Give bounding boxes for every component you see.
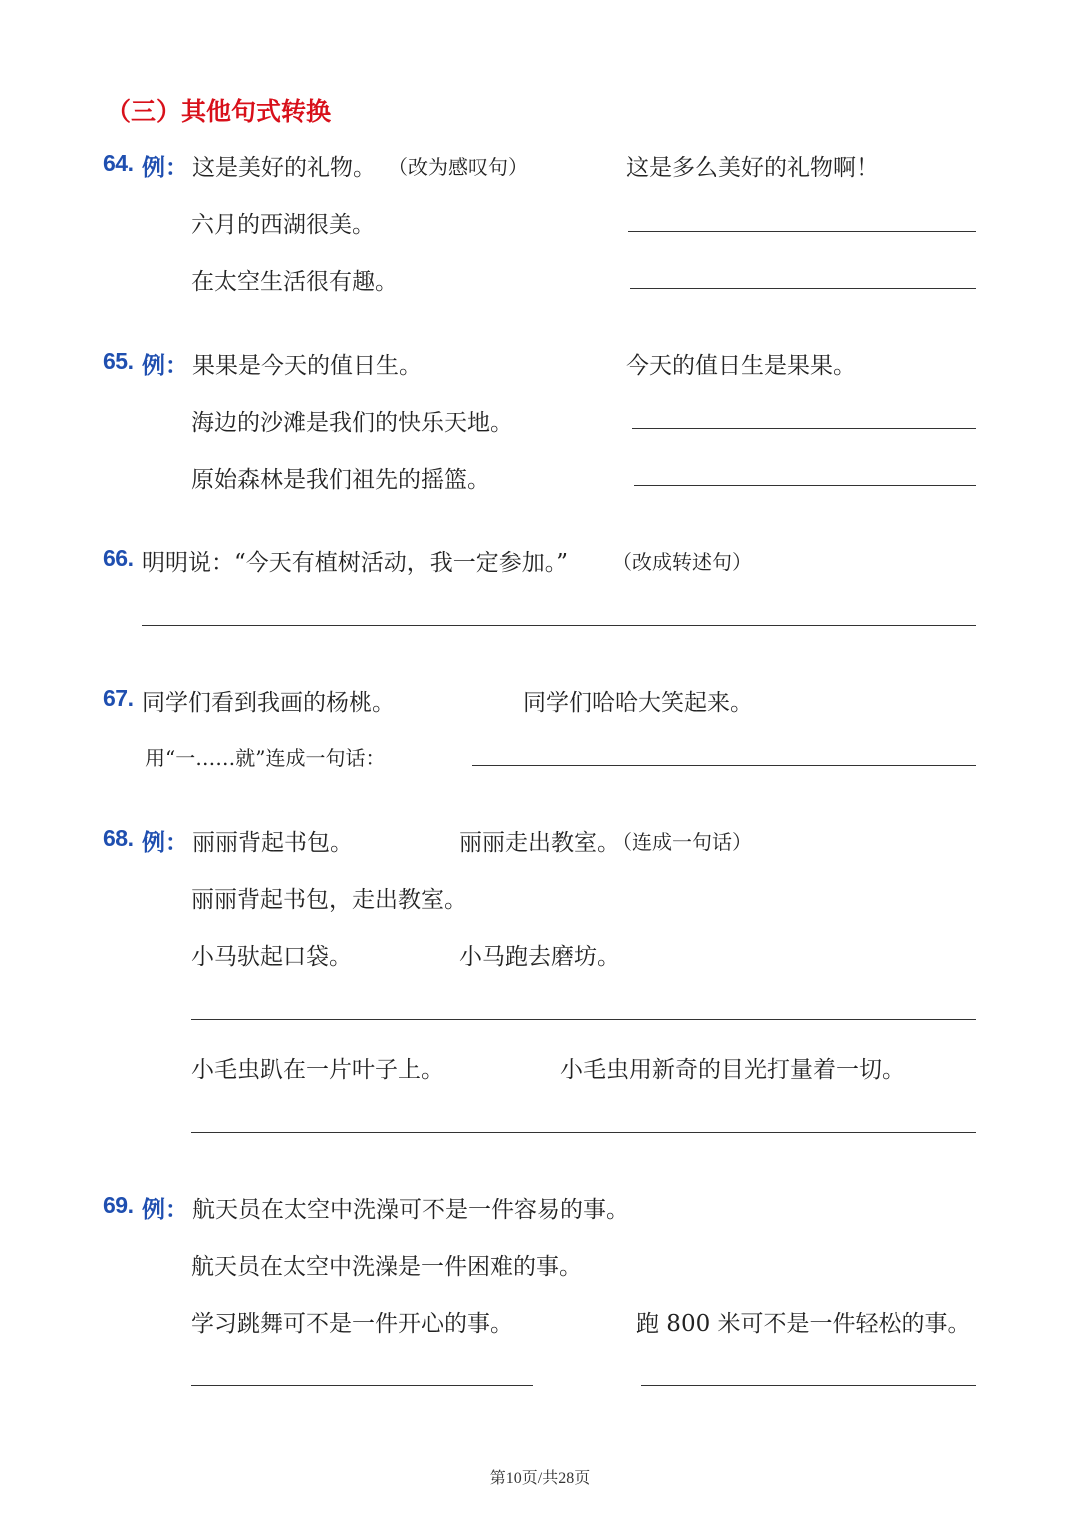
instruction-64: （改为感叹句） (388, 155, 528, 179)
example-sentence-69: 航天员在太空中洗澡可不是一件容易的事。 (192, 1197, 629, 1223)
exercise-64-1: 六月的西湖很美。 (191, 212, 375, 238)
exercise-69-b: 跑 800 米可不是一件轻松的事。 (636, 1311, 971, 1337)
instruction-66: （改成转述句） (612, 550, 752, 574)
question-number-68: 68. (103, 825, 134, 851)
exercise-69-a: 学习跳舞可不是一件开心的事。 (191, 1311, 513, 1337)
answer-line-68-1[interactable] (191, 1019, 976, 1020)
example-label-65: 例： (142, 353, 188, 379)
question-number-65: 65. (103, 348, 134, 374)
example-answer-65: 今天的值日生是果果。 (626, 353, 856, 379)
exercise-68-1a: 小马驮起口袋。 (191, 944, 352, 970)
exercise-68-1b: 小马跑去磨坊。 (459, 944, 620, 970)
example-label-68: 例： (142, 830, 188, 856)
exercise-65-2: 原始森林是我们祖先的摇篮。 (191, 467, 490, 493)
exercise-68-2a: 小毛虫趴在一片叶子上。 (191, 1057, 444, 1083)
example-answer-64: 这是多么美好的礼物啊！ (626, 155, 879, 181)
exercise-68-2b: 小毛虫用新奇的目光打量着一切。 (560, 1057, 905, 1083)
exercise-64-2: 在太空生活很有趣。 (191, 269, 398, 295)
exercise-65-1: 海边的沙滩是我们的快乐天地。 (191, 410, 513, 436)
instruction-67: 用“一……就”连成一句话： (145, 746, 386, 770)
question-text-66: 明明说：“今天有植树活动，我一定参加。” (142, 550, 569, 576)
answer-line-64-1[interactable] (628, 231, 976, 232)
question-number-69: 69. (103, 1192, 134, 1218)
example-sentence-64: 这是美好的礼物。 (192, 155, 376, 181)
answer-line-67[interactable] (472, 765, 976, 766)
section-title: （三）其他句式转换 (106, 97, 332, 126)
instruction-68: （连成一句话） (612, 830, 752, 854)
answer-line-64-2[interactable] (630, 288, 976, 289)
question-number-66: 66. (103, 545, 134, 571)
example-part1-68: 丽丽背起书包。 (192, 830, 353, 856)
answer-line-65-1[interactable] (632, 428, 976, 429)
question-part1-67: 同学们看到我画的杨桃。 (142, 690, 395, 716)
example-label-69: 例： (142, 1197, 188, 1223)
example-answer-68: 丽丽背起书包，走出教室。 (191, 887, 467, 913)
answer-line-65-2[interactable] (634, 485, 976, 486)
question-number-67: 67. (103, 685, 134, 711)
example-label-64: 例： (142, 155, 188, 181)
answer-line-69-a[interactable] (191, 1385, 533, 1386)
example-part2-68: 丽丽走出教室。 (459, 830, 620, 856)
question-number-64: 64. (103, 150, 134, 176)
answer-line-68-2[interactable] (191, 1132, 976, 1133)
page-footer: 第10页/共28页 (489, 1470, 591, 1487)
example-sentence-65: 果果是今天的值日生。 (192, 353, 422, 379)
answer-line-69-b[interactable] (641, 1385, 976, 1386)
answer-line-66[interactable] (142, 625, 976, 626)
question-part2-67: 同学们哈哈大笑起来。 (523, 690, 753, 716)
example-answer-69: 航天员在太空中洗澡是一件困难的事。 (191, 1254, 582, 1280)
